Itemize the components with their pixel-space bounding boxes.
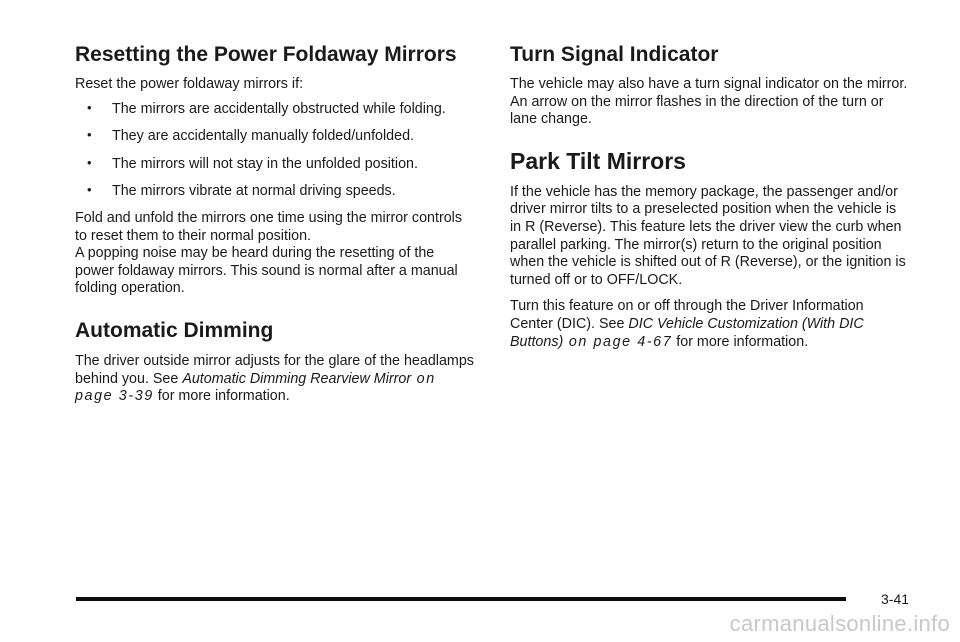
section-title-automatic-dimming: Automatic Dimming bbox=[75, 318, 274, 342]
cross-reference-title: Automatic Dimming Rearview Mirror bbox=[182, 370, 412, 387]
list-item: • The mirrors will not stay in the unfolded position. bbox=[87, 154, 418, 172]
bullet-icon: • bbox=[87, 182, 92, 198]
left-column bbox=[75, 0, 475, 406]
cross-reference-page: on page 4‑67 bbox=[563, 333, 673, 350]
right-column bbox=[510, 0, 910, 351]
section-title-park-tilt: Park Tilt Mirrors bbox=[510, 147, 686, 174]
bullet-icon: • bbox=[87, 99, 92, 115]
paragraph-automatic-dimming: The driver outside mirror adjusts for the glare of the headlamps behind you. See Automatic Dimming Rearview Mirror on page 3‑39 for more information. bbox=[75, 352, 474, 405]
paragraph-dic: Turn this feature on or off through the Driver Information Center (DIC). See DIC Vehicle Customization (With DIC Buttons) on page 4‑67 for more information. bbox=[510, 298, 864, 350]
paragraph-turn-signal: The vehicle may also have a turn signal indicator on the mirror. An arrow on the mirror flashes in the direction of the turn or lane change. bbox=[510, 76, 908, 128]
list-item: • They are accidentally manually folded/unfolded. bbox=[87, 127, 415, 145]
list-item: • The mirrors are accidentally obstructed while folding. bbox=[87, 99, 446, 117]
watermark: carmanualsonline.info bbox=[729, 611, 950, 636]
bullet-icon: • bbox=[87, 154, 92, 170]
paragraph-park-tilt: If the vehicle has the memory package, the passenger and/or driver mirror tilts to a preselected position when the vehicle is in R (Reverse). This feature lets the driver view the curb when parallel parking. The mirror(s) return to the original position when the vehicle is shifted out of R (Reverse), or the ignition is turned off or to OFF/LOCK. bbox=[510, 183, 906, 288]
reset-conditions-list bbox=[75, 101, 475, 201]
page-number: 3-41 bbox=[881, 591, 910, 607]
list-item: • The mirrors vibrate at normal driving speeds. bbox=[87, 182, 396, 200]
section-title-resetting-mirrors: Resetting the Power Foldaway Mirrors bbox=[75, 43, 457, 66]
paragraph-fold-unfold: Fold and unfold the mirrors one time using the mirror controls to reset them to their normal position. bbox=[75, 209, 462, 244]
intro-text: Reset the power foldaway mirrors if: bbox=[75, 76, 304, 92]
paragraph-popping-noise: A popping noise may be heard during the resetting of the power foldaway mirrors. This sound is normal after a manual folding operation. bbox=[75, 245, 458, 297]
section-title-turn-signal: Turn Signal Indicator bbox=[510, 43, 719, 66]
cross-reference-page: on page 3‑39 bbox=[75, 370, 436, 405]
cross-reference-title: DIC Vehicle Customization (With DIC Buttons) bbox=[510, 315, 864, 350]
bullet-icon: • bbox=[87, 127, 92, 143]
footer-rule bbox=[76, 597, 846, 601]
